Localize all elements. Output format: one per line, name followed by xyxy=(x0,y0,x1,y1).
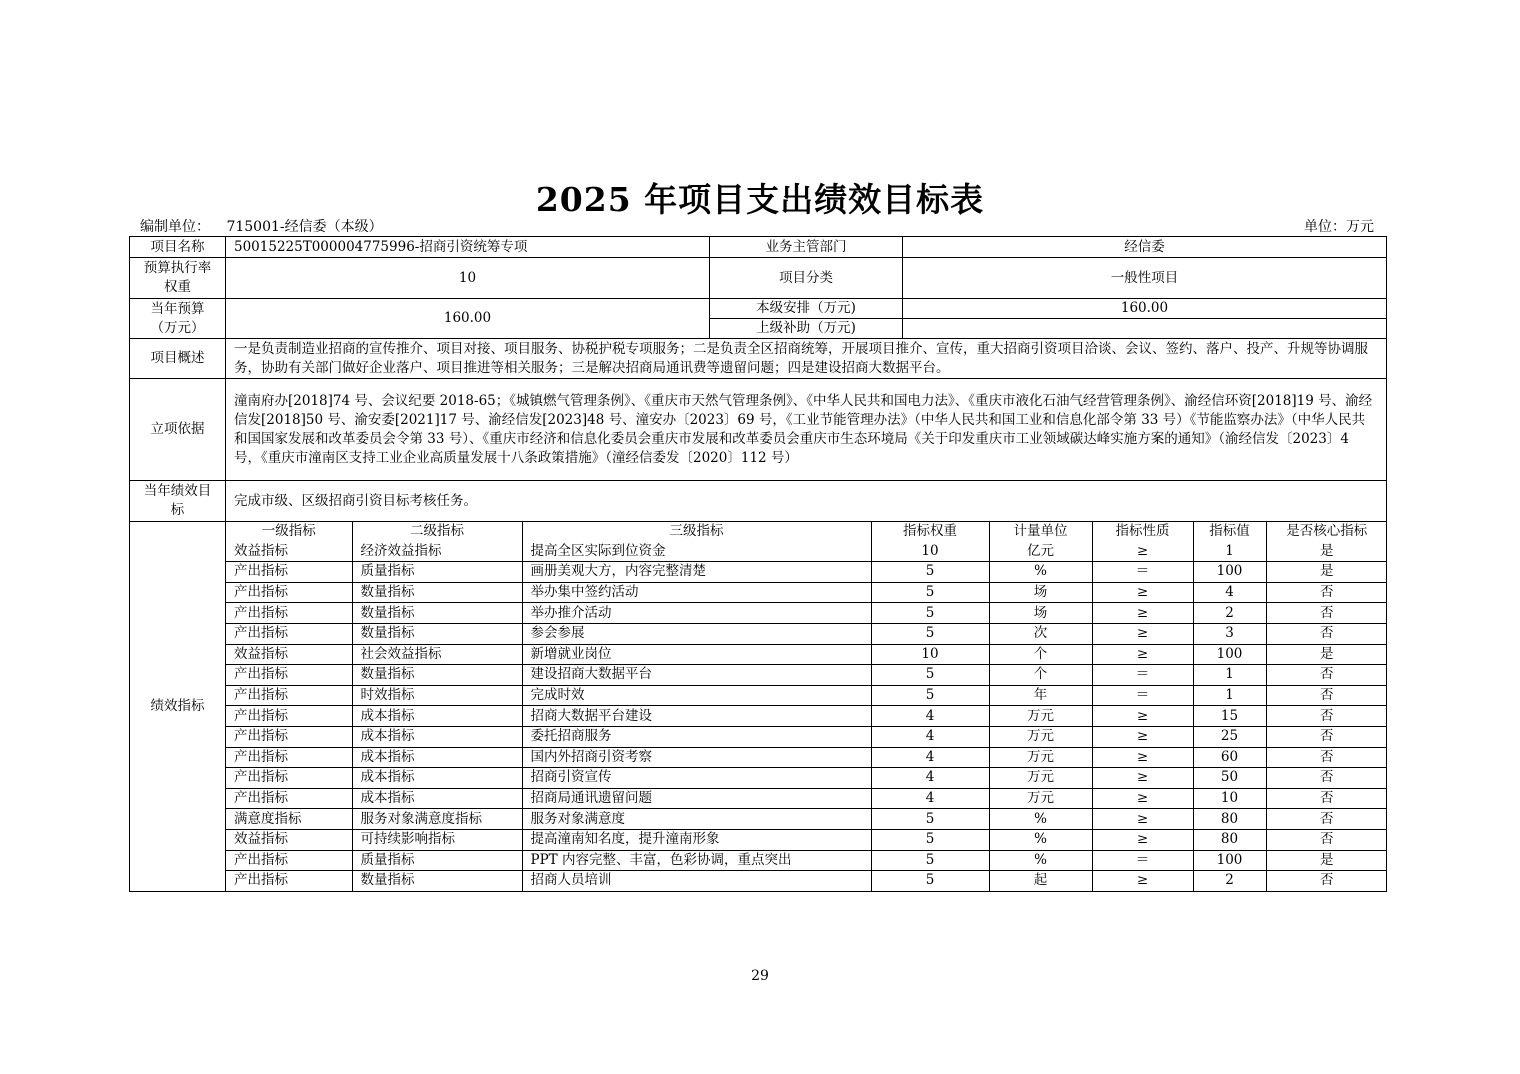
indicators-header-cell: 指标权重 xyxy=(871,522,989,542)
compiling-unit xyxy=(140,216,395,236)
indicator-cell: 是 xyxy=(1266,542,1387,562)
indicator-cell: 产出指标 xyxy=(226,603,352,624)
indicator-row xyxy=(226,706,1387,727)
indicator-cell: 15 xyxy=(1193,706,1266,727)
indicator-cell: 否 xyxy=(1266,809,1387,830)
indicators-table xyxy=(226,522,1387,891)
indicator-cell: 国内外招商引资考察 xyxy=(522,747,871,768)
indicator-cell: 4 xyxy=(1193,582,1266,603)
category-label: 项目分类 xyxy=(710,258,903,299)
performance-table xyxy=(129,236,1387,892)
indicator-row xyxy=(226,562,1387,583)
indicator-cell: 效益指标 xyxy=(226,542,352,562)
weight-label: 预算执行率权重 xyxy=(130,258,226,299)
upper-subsidy-label: 上级补助（万元) xyxy=(710,319,903,339)
indicator-cell: ≥ xyxy=(1092,871,1193,891)
indicator-cell: 产出指标 xyxy=(226,726,352,747)
indicator-cell: 个 xyxy=(989,644,1092,665)
upper-subsidy-value xyxy=(903,319,1387,339)
dept-label: 业务主管部门 xyxy=(710,237,903,258)
indicator-cell: 10 xyxy=(1193,788,1266,809)
indicator-cell: % xyxy=(989,829,1092,850)
indicator-cell: 年 xyxy=(989,685,1092,706)
overview-text: 一是负责制造业招商的宣传推介、项目对接、项目服务、协税护税专项服务；二是负责全区招商统筹，开展项目推介、宣传，重大招商引资项目洽谈、会议、签约、落户、投产、升规等协调服务，协助有关部门做好企业落户、项目推进等相关服务；三是解决招商局通讯费等遗留问题；四是建设招商大数据平台。 xyxy=(226,339,1387,379)
indicator-cell: 2 xyxy=(1193,871,1266,891)
indicator-row xyxy=(226,809,1387,830)
indicator-row xyxy=(226,665,1387,686)
indicator-cell: 100 xyxy=(1193,562,1266,583)
indicator-cell: 80 xyxy=(1193,809,1266,830)
indicator-cell: 场 xyxy=(989,603,1092,624)
indicator-cell: 10 xyxy=(871,644,989,665)
indicator-cell: 质量指标 xyxy=(352,562,522,583)
indicator-cell: ＝ xyxy=(1092,685,1193,706)
indicator-cell: 完成时效 xyxy=(522,685,871,706)
indicator-cell: 5 xyxy=(871,850,989,871)
indicator-cell: 数量指标 xyxy=(352,871,522,891)
indicator-cell: 产出指标 xyxy=(226,685,352,706)
indicator-cell: 效益指标 xyxy=(226,644,352,665)
indicator-cell: 5 xyxy=(871,685,989,706)
indicator-cell: 是 xyxy=(1266,644,1387,665)
indicator-cell: ≥ xyxy=(1092,623,1193,644)
basis-text: 潼南府办[2018]74 号、会议纪要 2018-65；《城镇燃气管理条例》、《重庆市天然气管理条例》、《中华人民共和国电力法》、《重庆市液化石油气经营管理条例》、渝经信环资[2018]19 号、渝经信发[2018]50 号、渝安委[2021]17 号、渝经信发[2023]48 号、潼安办〔2023〕69 号，《工业节能管理办法》（中华人民共和国工业和信息化部令第 33 号）《节能监察办法》（中华人民共和国国家发展和改革委员会令第 33 号）、《重庆市经济和信息化委员会重庆市发展和改革委员会重庆市生态环境局《关于印发重庆市工业领域碳达峰实施方案的通知》（渝经信发〔2023〕4 号，《重庆市潼南区支持工业企业高质量发展十八条政策措施》（潼经信委发〔2020〕112 号） xyxy=(226,379,1387,481)
project-name-label: 项目名称 xyxy=(130,237,226,258)
page-title: 2025 年项目支出绩效目标表 xyxy=(535,180,985,219)
indicator-cell: 万元 xyxy=(989,726,1092,747)
indicator-cell: 否 xyxy=(1266,788,1387,809)
indicator-cell: 服务对象满意度 xyxy=(522,809,871,830)
indicator-cell: 委托招商服务 xyxy=(522,726,871,747)
indicator-row xyxy=(226,603,1387,624)
indicator-cell: 举办集中签约活动 xyxy=(522,582,871,603)
indicator-cell: 50 xyxy=(1193,768,1266,789)
indicator-cell: 是 xyxy=(1266,562,1387,583)
indicator-cell: 产出指标 xyxy=(226,871,352,891)
indicator-cell: ≥ xyxy=(1092,603,1193,624)
indicator-cell: 3 xyxy=(1193,623,1266,644)
indicator-cell: 参会参展 xyxy=(522,623,871,644)
indicator-cell: 产出指标 xyxy=(226,747,352,768)
indicators-label: 绩效指标 xyxy=(130,522,226,892)
indicator-cell: 10 xyxy=(871,542,989,562)
indicators-header-cell: 是否核心指标 xyxy=(1266,522,1387,542)
weight-value: 10 xyxy=(226,258,710,299)
indicator-cell: 产出指标 xyxy=(226,850,352,871)
indicator-cell: 否 xyxy=(1266,685,1387,706)
project-name-value: 50015225T000004775996-招商引资统筹专项 xyxy=(226,237,710,258)
local-budget-label: 本级安排（万元) xyxy=(710,299,903,319)
indicator-cell: 服务对象满意度指标 xyxy=(352,809,522,830)
indicator-cell: 产出指标 xyxy=(226,665,352,686)
indicators-header-cell: 指标性质 xyxy=(1092,522,1193,542)
indicator-cell: 招商大数据平台建设 xyxy=(522,706,871,727)
indicator-cell: 数量指标 xyxy=(352,623,522,644)
overview-label: 项目概述 xyxy=(130,339,226,379)
indicators-header-cell: 一级指标 xyxy=(226,522,352,542)
indicator-cell: 产出指标 xyxy=(226,768,352,789)
indicator-cell: 可持续影响指标 xyxy=(352,829,522,850)
indicator-cell: 4 xyxy=(871,747,989,768)
indicator-cell: 成本指标 xyxy=(352,726,522,747)
indicators-header-cell: 三级指标 xyxy=(522,522,871,542)
indicator-cell: 5 xyxy=(871,809,989,830)
indicator-cell: 否 xyxy=(1266,603,1387,624)
indicator-cell: 数量指标 xyxy=(352,603,522,624)
budget-label: 当年预算（万元） xyxy=(130,299,226,339)
indicator-cell: ≥ xyxy=(1092,706,1193,727)
compiling-unit-label: 编制单位： xyxy=(140,219,210,235)
indicator-cell: 5 xyxy=(871,562,989,583)
compiling-unit-value: 715001-经信委（本级） xyxy=(226,219,383,235)
indicator-cell: 亿元 xyxy=(989,542,1092,562)
indicator-cell: 1 xyxy=(1193,685,1266,706)
indicator-cell: 5 xyxy=(871,665,989,686)
indicator-cell: 提高潼南知名度，提升潼南形象 xyxy=(522,829,871,850)
indicator-row xyxy=(226,685,1387,706)
goal-text: 完成市级、区级招商引资目标考核任务。 xyxy=(226,481,1387,522)
indicator-cell: 招商人员培训 xyxy=(522,871,871,891)
indicator-cell: 5 xyxy=(871,582,989,603)
indicator-cell: ≥ xyxy=(1092,542,1193,562)
page-number: 29 xyxy=(751,968,769,984)
indicator-row xyxy=(226,747,1387,768)
indicator-cell: ≥ xyxy=(1092,582,1193,603)
indicator-row xyxy=(226,726,1387,747)
indicator-cell: 经济效益指标 xyxy=(352,542,522,562)
indicator-row xyxy=(226,850,1387,871)
indicator-cell: 100 xyxy=(1193,850,1266,871)
indicator-cell: ≥ xyxy=(1092,788,1193,809)
indicator-cell: 否 xyxy=(1266,871,1387,891)
indicator-cell: ≥ xyxy=(1092,809,1193,830)
indicators-header-cell: 计量单位 xyxy=(989,522,1092,542)
indicator-cell: 100 xyxy=(1193,644,1266,665)
indicator-cell: ≥ xyxy=(1092,644,1193,665)
indicator-cell: 4 xyxy=(871,706,989,727)
indicator-cell: 质量指标 xyxy=(352,850,522,871)
indicator-cell: 满意度指标 xyxy=(226,809,352,830)
basis-label: 立项依据 xyxy=(130,379,226,481)
indicators-cell xyxy=(226,522,1387,892)
indicator-cell: 画册美观大方，内容完整清楚 xyxy=(522,562,871,583)
indicator-cell: 招商引资宣传 xyxy=(522,768,871,789)
indicator-cell: 5 xyxy=(871,829,989,850)
indicator-cell: 是 xyxy=(1266,850,1387,871)
indicator-cell: 1 xyxy=(1193,665,1266,686)
indicator-row xyxy=(226,644,1387,665)
indicator-cell: % xyxy=(989,850,1092,871)
indicator-cell: % xyxy=(989,809,1092,830)
indicator-cell: 万元 xyxy=(989,788,1092,809)
indicator-cell: 举办推介活动 xyxy=(522,603,871,624)
indicator-cell: 成本指标 xyxy=(352,706,522,727)
indicator-cell: 否 xyxy=(1266,747,1387,768)
indicator-cell: 效益指标 xyxy=(226,829,352,850)
indicator-row xyxy=(226,788,1387,809)
indicator-cell: 万元 xyxy=(989,768,1092,789)
indicator-cell: 否 xyxy=(1266,726,1387,747)
indicator-cell: 社会效益指标 xyxy=(352,644,522,665)
indicator-cell: 成本指标 xyxy=(352,747,522,768)
indicator-cell: 5 xyxy=(871,603,989,624)
indicator-cell: 起 xyxy=(989,871,1092,891)
indicator-cell: 4 xyxy=(871,726,989,747)
indicator-cell: 25 xyxy=(1193,726,1266,747)
local-budget-value: 160.00 xyxy=(903,299,1387,319)
indicator-row xyxy=(226,623,1387,644)
indicator-cell: 4 xyxy=(871,768,989,789)
indicator-cell: ＝ xyxy=(1092,665,1193,686)
indicator-row xyxy=(226,542,1387,562)
indicator-cell: 个 xyxy=(989,665,1092,686)
indicator-cell: ≥ xyxy=(1092,768,1193,789)
indicator-cell: % xyxy=(989,562,1092,583)
indicator-cell: ＝ xyxy=(1092,562,1193,583)
indicator-cell: 产出指标 xyxy=(226,706,352,727)
indicator-cell: ≥ xyxy=(1092,747,1193,768)
indicator-cell: ≥ xyxy=(1092,726,1193,747)
indicator-cell: 否 xyxy=(1266,768,1387,789)
dept-value: 经信委 xyxy=(903,237,1387,258)
indicator-cell: 80 xyxy=(1193,829,1266,850)
indicator-cell: 60 xyxy=(1193,747,1266,768)
indicator-cell: PPT 内容完整、丰富，色彩协调，重点突出 xyxy=(522,850,871,871)
indicator-row xyxy=(226,871,1387,891)
indicator-cell: 否 xyxy=(1266,623,1387,644)
indicator-cell: 5 xyxy=(871,623,989,644)
indicator-cell: 产出指标 xyxy=(226,788,352,809)
indicator-cell: 万元 xyxy=(989,706,1092,727)
indicator-cell: 产出指标 xyxy=(226,623,352,644)
indicators-header-cell: 指标值 xyxy=(1193,522,1266,542)
indicator-cell: ≥ xyxy=(1092,829,1193,850)
indicator-cell: 产出指标 xyxy=(226,582,352,603)
indicators-header-cell: 二级指标 xyxy=(352,522,522,542)
currency-unit: 单位：万元 xyxy=(1304,219,1374,235)
indicator-cell: 成本指标 xyxy=(352,768,522,789)
indicator-cell: 否 xyxy=(1266,706,1387,727)
indicator-row xyxy=(226,829,1387,850)
indicator-cell: 时效指标 xyxy=(352,685,522,706)
indicator-cell: 新增就业岗位 xyxy=(522,644,871,665)
indicator-cell: 万元 xyxy=(989,747,1092,768)
indicator-cell: 场 xyxy=(989,582,1092,603)
indicator-cell: 产出指标 xyxy=(226,562,352,583)
indicator-cell: 否 xyxy=(1266,582,1387,603)
goal-label: 当年绩效目标 xyxy=(130,481,226,522)
indicator-cell: 建设招商大数据平台 xyxy=(522,665,871,686)
indicators-header-row xyxy=(226,522,1387,542)
indicator-row xyxy=(226,582,1387,603)
indicator-cell: 4 xyxy=(871,788,989,809)
indicator-cell: 否 xyxy=(1266,829,1387,850)
indicator-cell: 提高全区实际到位资金 xyxy=(522,542,871,562)
indicator-cell: 数量指标 xyxy=(352,582,522,603)
indicator-cell: ＝ xyxy=(1092,850,1193,871)
indicator-cell: 数量指标 xyxy=(352,665,522,686)
indicator-cell: 5 xyxy=(871,871,989,891)
indicator-cell: 否 xyxy=(1266,665,1387,686)
indicator-cell: 次 xyxy=(989,623,1092,644)
category-value: 一般性项目 xyxy=(903,258,1387,299)
indicator-cell: 1 xyxy=(1193,542,1266,562)
indicator-cell: 招商局通讯遗留问题 xyxy=(522,788,871,809)
indicator-cell: 2 xyxy=(1193,603,1266,624)
indicator-row xyxy=(226,768,1387,789)
budget-value: 160.00 xyxy=(226,299,710,339)
indicator-cell: 成本指标 xyxy=(352,788,522,809)
